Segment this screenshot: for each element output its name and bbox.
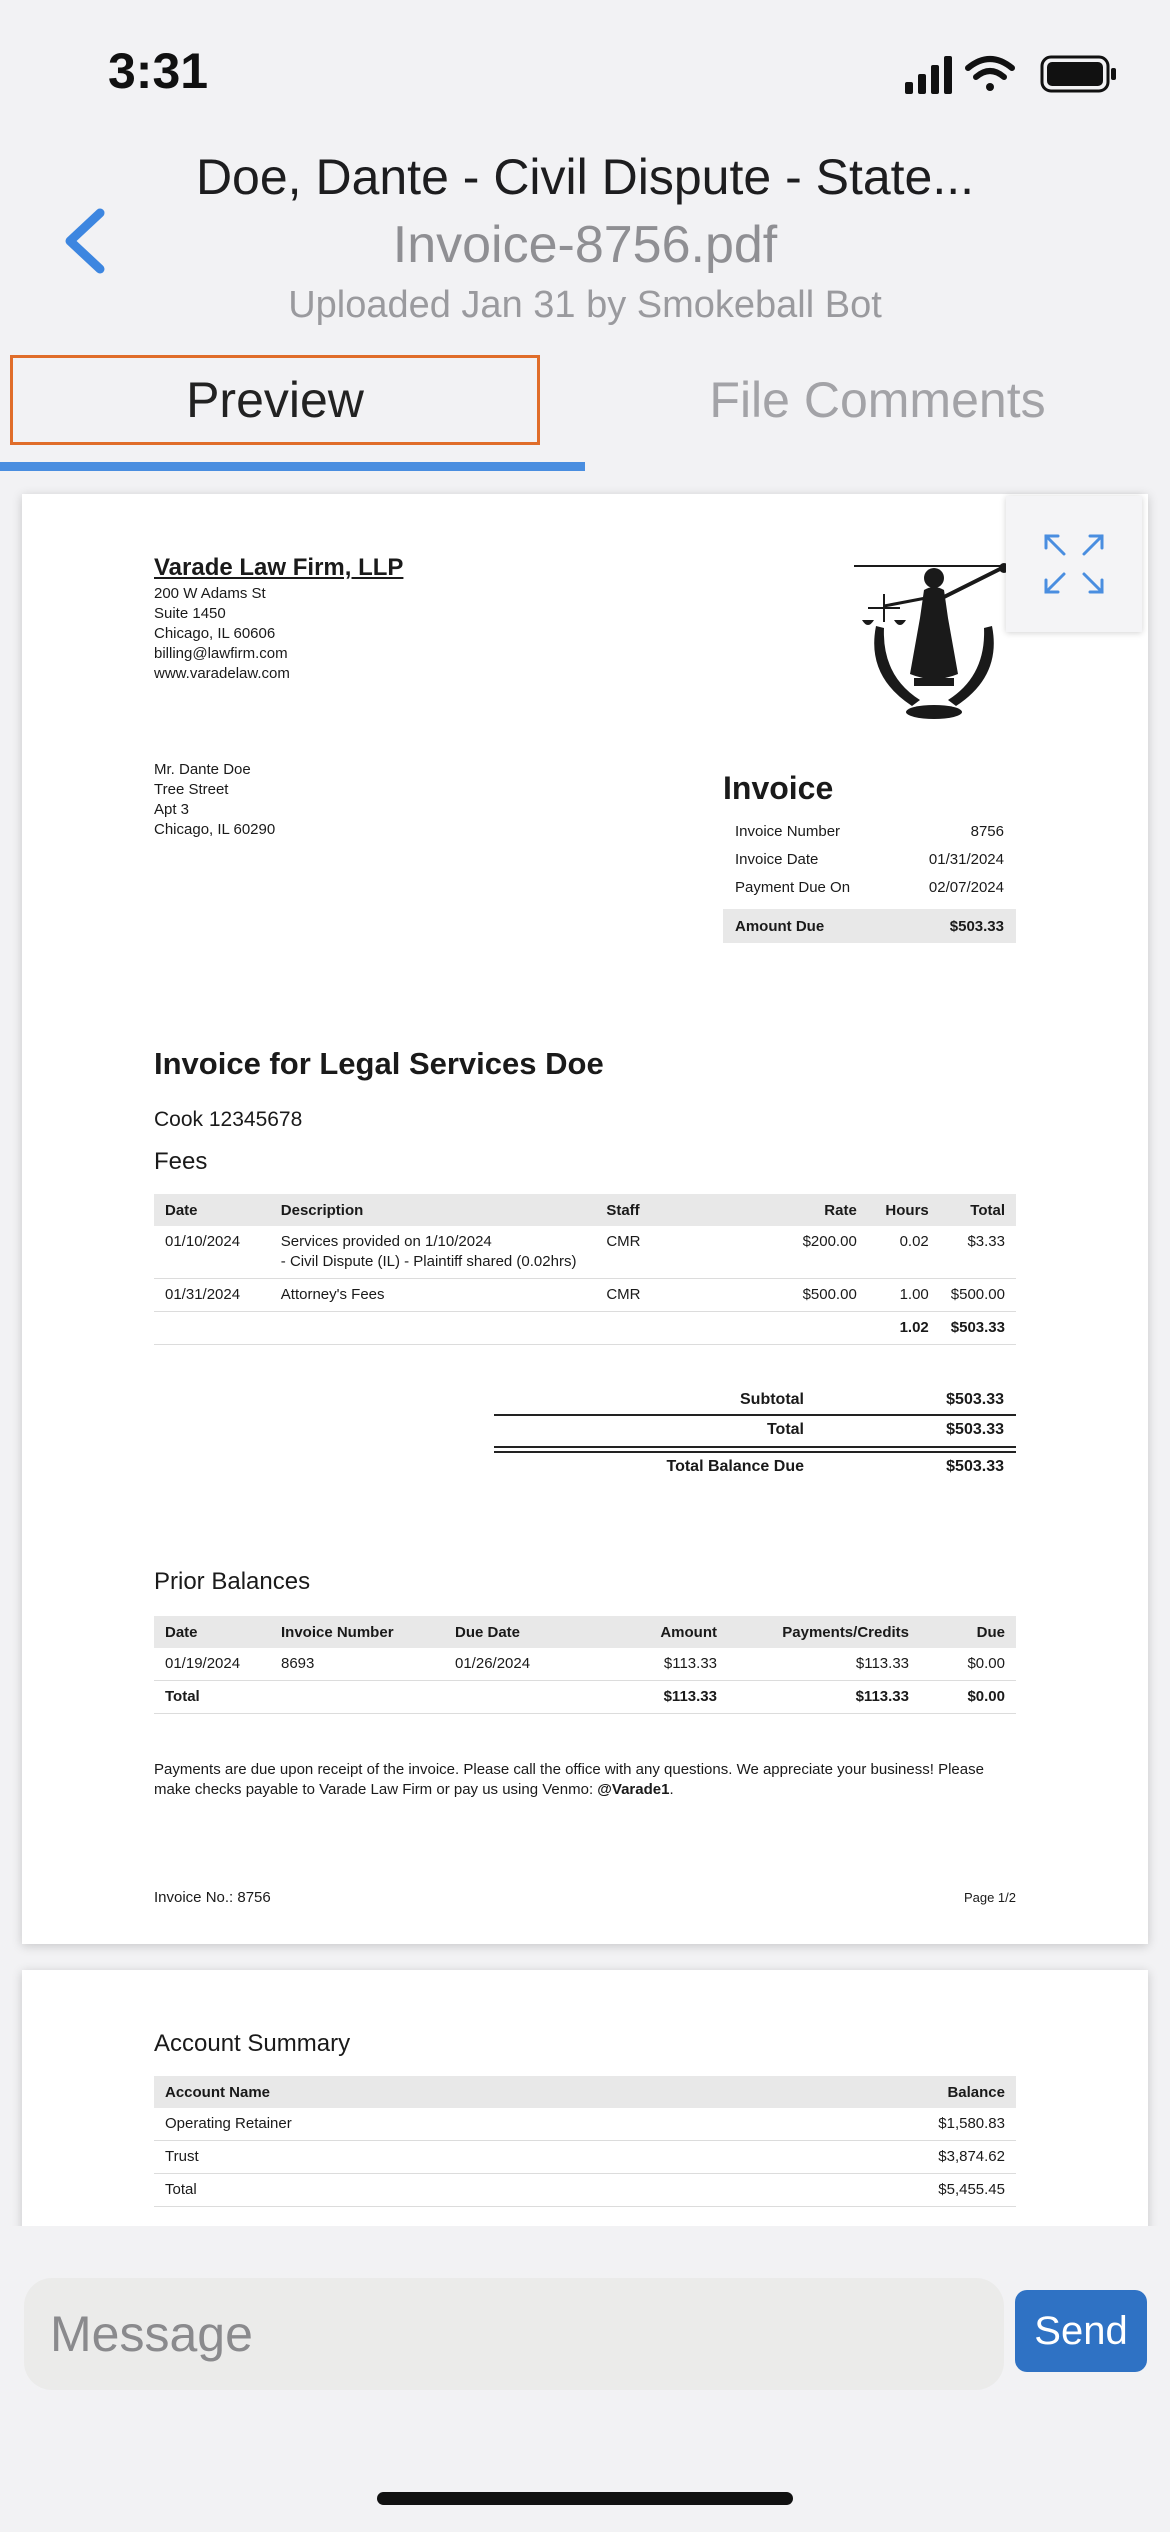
invoice-meta	[723, 770, 1016, 943]
meta-value: 8756	[970, 822, 1004, 840]
col-rate: Rate	[727, 1194, 868, 1226]
client-address-line: Tree Street	[154, 781, 229, 798]
home-indicator	[377, 2492, 793, 2505]
payment-note-end: .	[669, 1781, 674, 1798]
meta-value: 01/31/2024	[928, 850, 1004, 868]
cell-account-name: Trust	[154, 2141, 694, 2174]
table-row	[154, 2174, 1016, 2207]
col-description: Description	[270, 1194, 596, 1226]
total-amount: $113.33	[586, 1681, 728, 1714]
tab-file-comments[interactable]: File Comments	[709, 372, 1046, 428]
cell-account-name: Total	[154, 2174, 694, 2207]
cell-total: $500.00	[940, 1279, 1016, 1312]
fees-heading: Fees	[154, 1148, 208, 1175]
cell-rate: $200.00	[727, 1226, 868, 1279]
firm-address-line: Suite 1450	[154, 605, 226, 622]
account-summary-table	[154, 2076, 1016, 2207]
venmo-handle: @Varade1	[597, 1781, 670, 1798]
prior-balances-table	[154, 1616, 1016, 1714]
cell-balance: $1,580.83	[694, 2108, 1016, 2141]
invoice-title: Invoice for Legal Services Doe	[154, 1046, 604, 1081]
col-account-name: Account Name	[154, 2076, 694, 2108]
col-invoice-number: Invoice Number	[270, 1616, 444, 1648]
payment-note-text: Payments are due upon receipt of the invoice. Please call the office with any questions. We appreciate your business! Please make checks payable to Varade Law Firm or pay us using Venmo:	[154, 1761, 984, 1798]
cell-hours: 1.00	[868, 1279, 940, 1312]
total-payments: $113.33	[728, 1681, 920, 1714]
col-staff: Staff	[595, 1194, 726, 1226]
cell-hours: 0.02	[868, 1226, 940, 1279]
active-tab-indicator	[0, 462, 585, 471]
payment-note	[154, 1760, 1016, 1800]
cell-date: 01/31/2024	[154, 1279, 270, 1312]
table-row	[154, 2141, 1016, 2174]
total-value: $503.33	[946, 1421, 1004, 1438]
matter-reference: Cook 12345678	[154, 1108, 303, 1131]
firm-email: billing@lawfirm.com	[154, 645, 288, 662]
prior-balances-total-row	[154, 1681, 1016, 1714]
subtotal-label: Subtotal	[740, 1391, 804, 1408]
description-line: Services provided on 1/10/2024	[280, 1233, 492, 1250]
meta-value: 02/07/2024	[928, 878, 1004, 896]
col-payments-credits: Payments/Credits	[728, 1616, 920, 1648]
cell-description: Attorney's Fees	[270, 1279, 596, 1312]
invoice-number-row	[723, 817, 1016, 845]
firm-website: www.varadelaw.com	[154, 665, 290, 682]
cell-due: $0.00	[920, 1648, 1016, 1681]
prior-balances-heading: Prior Balances	[154, 1568, 311, 1595]
description-line: - Civil Dispute (IL) - Plaintiff shared (0.02hrs)	[280, 1253, 577, 1270]
cell-description	[270, 1226, 596, 1279]
cell-balance: $3,874.62	[694, 2141, 1016, 2174]
table-header-row	[154, 1616, 1016, 1648]
col-total: Total	[940, 1194, 1016, 1226]
matter-title: Doe, Dante - Civil Dispute - State...	[195, 149, 975, 205]
table-row	[154, 1279, 1016, 1312]
signal-icon	[905, 56, 952, 94]
col-date: Date	[154, 1194, 270, 1226]
pdf-page-1	[22, 494, 1148, 1944]
meta-label: Invoice Number	[735, 822, 841, 840]
lady-justice-logo	[854, 556, 1014, 728]
cell-staff: CMR	[595, 1279, 726, 1312]
meta-label: Invoice Date	[735, 850, 819, 868]
total-label: Total	[154, 1681, 270, 1714]
cell-staff: CMR	[595, 1226, 726, 1279]
amount-due-row	[723, 909, 1016, 943]
message-input[interactable]	[24, 2278, 1004, 2390]
col-hours: Hours	[868, 1194, 940, 1226]
cell-rate: $500.00	[727, 1279, 868, 1312]
footer-invoice-number: Invoice No.: 8756	[154, 1889, 271, 1906]
back-chevron-icon[interactable]	[58, 205, 118, 277]
table-row	[154, 1226, 1016, 1279]
balance-due-label: Total Balance Due	[666, 1458, 804, 1475]
payment-due-row	[723, 873, 1016, 901]
invoice-date-row	[723, 845, 1016, 873]
upload-info: Uploaded Jan 31 by Smokeball Bot	[288, 284, 882, 326]
total-label: Total	[766, 1421, 804, 1438]
firm-address-line: Chicago, IL 60606	[154, 625, 276, 642]
cell-date: 01/10/2024	[154, 1226, 270, 1279]
wifi-icon	[968, 59, 1012, 91]
firm-name: Varade Law Firm, LLP	[154, 554, 404, 581]
expand-button[interactable]	[1006, 496, 1142, 632]
total-fees: $503.33	[940, 1312, 1016, 1345]
meta-label: Payment Due On	[735, 878, 851, 896]
fees-table	[154, 1194, 1016, 1345]
footer-page-number: Page 1/2	[963, 1890, 1016, 1905]
client-address-line: Apt 3	[154, 801, 190, 818]
col-due-date: Due Date	[444, 1616, 586, 1648]
table-header-row	[154, 2076, 1016, 2108]
cell-amount: $113.33	[586, 1648, 728, 1681]
cell-date: 01/19/2024	[154, 1648, 270, 1681]
balance-due-value: $503.33	[946, 1458, 1004, 1475]
cell-payments: $113.33	[728, 1648, 920, 1681]
col-amount: Amount	[586, 1616, 728, 1648]
col-date: Date	[154, 1616, 270, 1648]
total-due: $0.00	[920, 1681, 1016, 1714]
table-header-row	[154, 1194, 1016, 1226]
account-summary-heading: Account Summary	[154, 2030, 351, 2057]
tab-preview[interactable]: Preview	[10, 355, 540, 445]
cell-account-name: Operating Retainer	[154, 2108, 694, 2141]
cell-invoice-number: 8693	[270, 1648, 444, 1681]
status-time: 3:31	[108, 43, 209, 99]
client-address-line: Chicago, IL 60290	[154, 821, 276, 838]
col-due: Due	[920, 1616, 1016, 1648]
total-row	[494, 1416, 1016, 1444]
cell-due-date: 01/26/2024	[444, 1648, 586, 1681]
expand-icon	[1042, 532, 1106, 596]
subtotal-row	[494, 1386, 1016, 1414]
balance-due-row	[494, 1453, 1016, 1481]
status-icons	[905, 52, 1120, 96]
table-row	[154, 1648, 1016, 1681]
table-row	[154, 2108, 1016, 2141]
firm-address-line: 200 W Adams St	[154, 585, 266, 602]
subtotal-value: $503.33	[946, 1391, 1004, 1408]
send-button[interactable]: Send	[1015, 2290, 1147, 2372]
cell-balance: $5,455.45	[694, 2174, 1016, 2207]
totals-block	[494, 1386, 1016, 1481]
invoice-heading: Invoice	[723, 770, 834, 806]
fees-total-row	[154, 1312, 1016, 1345]
amount-due-value: $503.33	[949, 917, 1004, 935]
document-viewer[interactable]	[0, 480, 1170, 2226]
pdf-page-2	[22, 1970, 1148, 2226]
amount-due-label: Amount Due	[735, 917, 825, 935]
client-address-line: Mr. Dante Doe	[154, 761, 251, 778]
cell-total: $3.33	[940, 1226, 1016, 1279]
file-name: Invoice-8756.pdf	[392, 216, 778, 274]
battery-icon	[1042, 57, 1116, 91]
total-hours: 1.02	[868, 1312, 940, 1345]
col-balance: Balance	[694, 2076, 1016, 2108]
